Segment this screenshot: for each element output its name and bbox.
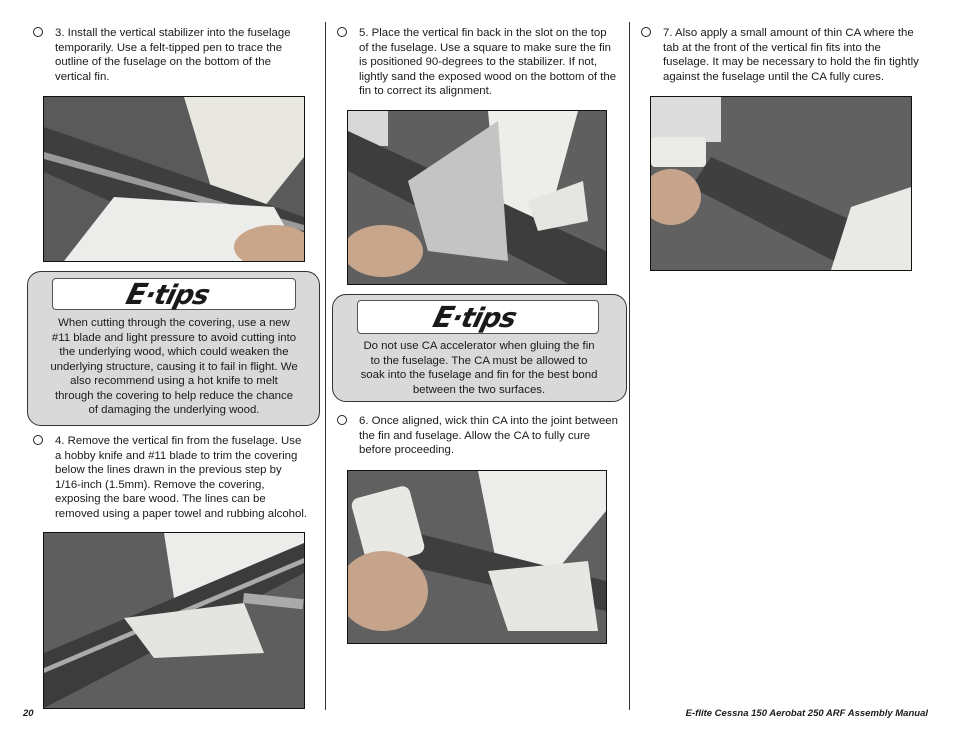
manual-title: E-flite Cessna 150 Aerobat 250 ARF Assembly Manual bbox=[685, 708, 928, 719]
etips-logo: E·tips bbox=[122, 277, 213, 311]
step-6-text: 6. Once aligned, wick thin CA into the joint between the fin and fuselage. Allow the CA to fully cure before proceeding. bbox=[359, 415, 618, 456]
step-3-text: 3. Install the vertical stabilizer into the fuselage temporarily. Use a felt-tipped pen to trace the outline of the fuselage on the bottom of the vertical fin. bbox=[55, 27, 291, 83]
etips-box-1 bbox=[27, 271, 320, 426]
step-6 bbox=[337, 414, 619, 458]
photo-ca-tab bbox=[650, 96, 912, 271]
photo-wick-ca-image bbox=[348, 471, 606, 643]
photo-trim-covering-image bbox=[44, 533, 304, 708]
photo-wick-ca bbox=[347, 470, 607, 644]
etips-text-2: Do not use CA accelerator when gluing the fin to the fuselage. The CA must be allowed to soak into the fuselage and fin for the best bond between the two surfaces. bbox=[360, 340, 598, 396]
photo-trace-outline-image bbox=[44, 97, 304, 261]
etips-banner bbox=[52, 278, 296, 310]
photo-square-alignment bbox=[347, 110, 607, 285]
checkbox-bullet-icon bbox=[337, 415, 347, 425]
column-divider-right bbox=[629, 22, 630, 710]
photo-ca-tab-image bbox=[651, 97, 911, 270]
checkbox-bullet-icon bbox=[337, 27, 347, 37]
step-3 bbox=[33, 26, 308, 84]
step-5 bbox=[337, 26, 617, 99]
etips-text-1: When cutting through the covering, use a new #11 blade and light pressure to avoid cutting into the underlying wood, which could weaken the underlying structure, causing it to fail in flight. We also recommend using a hot knife to melt through the covering to help reduce the chance of damaging the underlying wood. bbox=[50, 317, 298, 416]
etips-banner bbox=[357, 300, 599, 334]
photo-square-alignment-image bbox=[348, 111, 606, 284]
step-4 bbox=[33, 434, 308, 521]
step-4-text: 4. Remove the vertical fin from the fuselage. Use a hobby knife and #11 blade to trim the covering below the lines drawn in the previous step by 1/16-inch (1.5mm). Remove the covering, exposing the bare wood. The lines can be removed using a paper towel and rubbing alcohol. bbox=[55, 435, 308, 520]
page-number: 20 bbox=[23, 708, 34, 719]
photo-trace-outline bbox=[43, 96, 305, 262]
checkbox-bullet-icon bbox=[33, 435, 43, 445]
etips-logo: E·tips bbox=[429, 300, 520, 334]
checkbox-bullet-icon bbox=[33, 27, 43, 37]
checkbox-bullet-icon bbox=[641, 27, 651, 37]
step-7 bbox=[641, 26, 926, 84]
step-5-text: 5. Place the vertical fin back in the slot on the top of the fuselage. Use a square to make sure the fin is positioned 90-degrees to the stabilizer. If not, lightly sand the exposed wood on the bottom of the fin to correct its alignment. bbox=[359, 27, 617, 97]
etips-box-2 bbox=[332, 294, 627, 402]
column-divider-left bbox=[325, 22, 326, 710]
step-7-text: 7. Also apply a small amount of thin CA where the tab at the front of the vertical fin fits into the fuselage. It may be necessary to hold the fin tightly against the fuselage until the CA fully cures. bbox=[663, 27, 919, 83]
photo-trim-covering bbox=[43, 532, 305, 709]
